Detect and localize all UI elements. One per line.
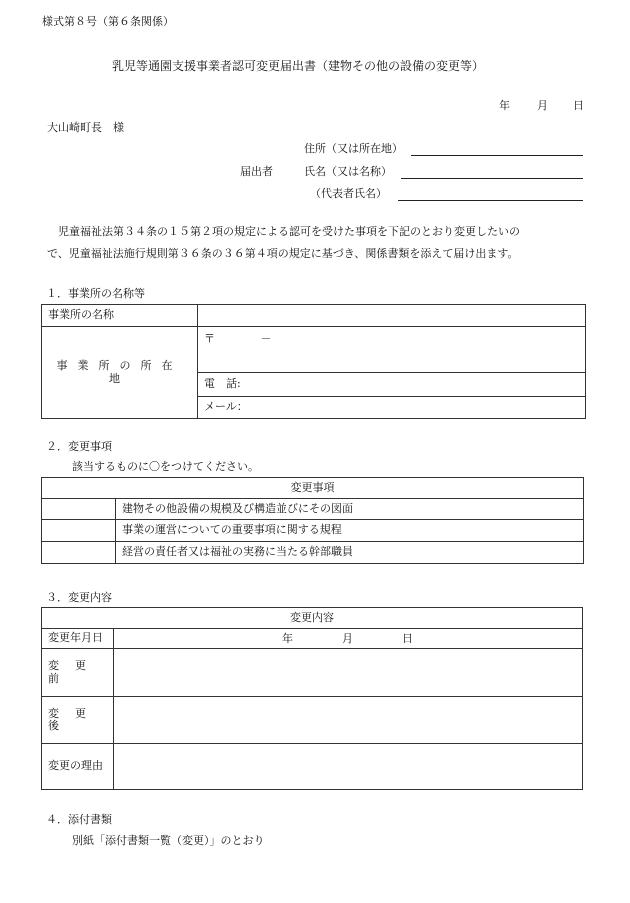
change-item-check[interactable]: [42, 520, 116, 542]
address-label: 住所（又は所在地）: [304, 142, 403, 155]
facility-name-value[interactable]: [198, 305, 586, 327]
facility-address-label-text: 事業所の所在地: [56, 359, 183, 385]
change-content-table: [41, 607, 583, 790]
facility-phone-cell[interactable]: [198, 373, 586, 397]
change-date-year: 年: [282, 632, 293, 645]
change-item-label: 建物その他設備の規模及び構造並びにその図面: [116, 499, 584, 520]
change-item-label: 事業の運営についての重要事項に関する規程: [116, 520, 584, 542]
change-item-label: 経営の責任者又は福祉の実務に当たる幹部職員: [116, 542, 584, 564]
change-date-label: 変更年月日: [42, 629, 114, 649]
facility-table: [41, 304, 586, 419]
change-item-check[interactable]: [42, 499, 116, 520]
section2-instruction: 該当するものに〇をつけてください。: [72, 460, 259, 473]
attachments-text: 別紙「添付書類一覧（変更）」のとおり: [72, 834, 265, 847]
change-item-check[interactable]: [42, 542, 116, 564]
before-label: [42, 649, 114, 697]
change-items-header: 変更事項: [42, 478, 584, 499]
facility-address-label: [42, 327, 198, 419]
body-line-2: で、児童福祉法施行規則第３６条の３６第４項の規定に基づき、関係書類を添えて届け出ます。: [47, 247, 519, 260]
before-label-text: 変更前: [48, 659, 102, 685]
address-field[interactable]: [411, 155, 583, 156]
phone-label: 電 話:: [204, 377, 241, 391]
representative-field[interactable]: [398, 200, 583, 201]
reason-label: 変更の理由: [42, 744, 114, 790]
reason-field[interactable]: [114, 744, 583, 790]
change-content-header: 変更内容: [42, 608, 583, 629]
postal-dash: －: [260, 332, 272, 345]
after-label-text: 変更後: [48, 706, 102, 732]
section2-heading: ２．変更事項: [46, 440, 112, 453]
body-line-1: 児童福祉法第３４条の１５第２項の規定による認可を受けた事項を下記のとおり変更したいの: [58, 225, 520, 238]
change-items-table: [41, 477, 584, 564]
date-year-label: 年: [499, 99, 510, 112]
after-field[interactable]: [114, 697, 583, 744]
applicant-label: 届出者: [240, 165, 273, 178]
name-label: 氏名（又は名称）: [304, 165, 392, 178]
facility-address-cell[interactable]: [198, 327, 586, 373]
section3-heading: ３．変更内容: [46, 591, 112, 604]
facility-name-label: 事業所の名称: [42, 305, 198, 327]
before-field[interactable]: [114, 649, 583, 697]
change-date-field[interactable]: [114, 629, 583, 649]
change-date-day: 日: [402, 632, 413, 645]
representative-label: （代表者氏名）: [310, 187, 387, 200]
addressee: 大山崎町長 様: [47, 121, 124, 134]
form-number: 様式第８号（第６条関係）: [42, 15, 174, 28]
after-label: [42, 697, 114, 744]
date-month-label: 月: [537, 99, 548, 112]
section4-heading: ４．添付書類: [46, 813, 112, 826]
facility-mail-cell[interactable]: [198, 397, 586, 419]
postal-mark: 〒: [204, 332, 215, 345]
change-date-month: 月: [342, 632, 353, 645]
document-title: 乳児等通園支援事業者認可変更届出書（建物その他の設備の変更等）: [112, 59, 485, 73]
date-day-label: 日: [573, 99, 584, 112]
section1-heading: １．事業所の名称等: [46, 287, 145, 300]
mail-label: メール：: [204, 400, 248, 414]
name-field[interactable]: [401, 178, 583, 179]
